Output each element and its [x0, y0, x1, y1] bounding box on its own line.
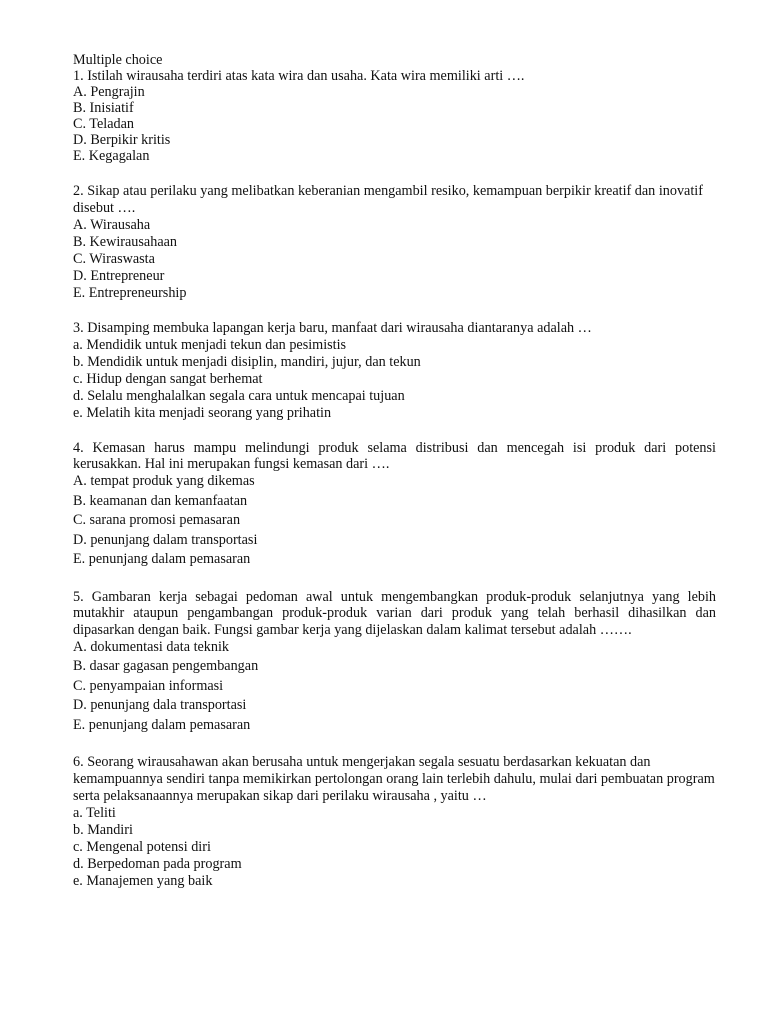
option-b: B. dasar gagasan pengembangan — [73, 658, 259, 675]
question-text: 2. Sikap atau perilaku yang melibatkan keberanian mengambil resiko, kemampuan berpikir kreatif dan inovatif disebut …. — [73, 183, 703, 216]
option-c: C. penyampaian informasi — [73, 677, 224, 694]
option-b: B. Inisiatif — [73, 100, 134, 116]
option-a: A. Wirausaha — [73, 217, 151, 233]
option-c: C. sarana promosi pemasaran — [73, 512, 241, 528]
option-list — [73, 84, 716, 164]
option-c: c. Hidup dengan sangat berhemat — [73, 371, 263, 387]
option-b: b. Mandiri — [73, 822, 133, 839]
option-a: A. dokumentasi data teknik — [73, 639, 230, 655]
question-6 — [73, 754, 716, 890]
option-b: B. keamanan dan kemanfaatan — [73, 492, 248, 509]
question-text: 5. Gambaran kerja sebagai pedoman awal untuk mengembangkan produk-produk selanjutnya yang lebih mutakhir ataupun pengambangan produk-produk varian dari produk yang telah berhasil dihasilkan dan dipasarkan dengan baik. Fungsi gambar kerja yang dijelaskan dalam kalimat tersebut adalah ……. — [73, 588, 716, 638]
question-text: 4. Kemasan harus mampu melindungi produk selama distribusi dan mencegah isi produk dari potensi kerusakkan. Hal ini merupakan fungsi kemasan dari …. — [73, 440, 716, 472]
option-b: B. Kewirausahaan — [73, 234, 178, 250]
option-e: e. Manajemen yang baik — [73, 873, 213, 890]
document-page — [73, 52, 716, 890]
question-text: 1. Istilah wirausaha terdiri atas kata wira dan usaha. Kata wira memiliki arti …. — [73, 68, 525, 84]
option-d: D. Entrepreneur — [73, 268, 165, 284]
question-2 — [73, 183, 716, 302]
option-e: E. penunjang dalam pemasaran — [73, 716, 251, 733]
option-d: D. Berpikir kritis — [73, 132, 171, 148]
option-d: d. Berpedoman pada program — [73, 856, 242, 873]
question-3 — [73, 320, 716, 422]
option-c: C. Wiraswasta — [73, 251, 155, 267]
option-c: C. Teladan — [73, 116, 134, 132]
question-5 — [73, 589, 716, 736]
option-d: d. Selalu menghalalkan segala cara untuk mencapai tujuan — [73, 388, 405, 404]
option-list — [73, 472, 716, 570]
question-text: 3. Disamping membuka lapangan kerja baru, manfaat dari wirausaha diantaranya adalah … — [73, 320, 592, 336]
option-a: A. Pengrajin — [73, 84, 145, 100]
option-e: E. penunjang dalam pemasaran — [73, 551, 251, 567]
question-4 — [73, 440, 716, 570]
option-e: e. Melatih kita menjadi seorang yang prihatin — [73, 405, 332, 421]
option-list — [73, 638, 716, 735]
option-d: D. penunjang dalam transportasi — [73, 531, 258, 548]
section-title: Multiple choice — [73, 52, 163, 68]
option-list — [73, 337, 716, 422]
option-e: E. Kegagalan — [73, 148, 150, 164]
option-a: a. Teliti — [73, 805, 116, 822]
option-list — [73, 217, 716, 302]
option-c: c. Mengenal potensi diri — [73, 839, 211, 856]
question-text: 6. Seorang wirausahawan akan berusaha untuk mengerjakan segala sesuatu berdasarkan kekuatan dan kemampuannya sendiri tanpa memikirkan pertolongan orang lain terlebih dahulu, mulai dari pembuatan program serta pelaksanaannya merupakan sikap dari perilaku wirausaha , yaitu … — [73, 754, 715, 805]
option-a: a. Mendidik untuk menjadi tekun dan pesimistis — [73, 337, 347, 353]
option-e: E. Entrepreneurship — [73, 285, 187, 301]
option-d: D. penunjang dala transportasi — [73, 697, 247, 714]
option-list — [73, 805, 716, 890]
option-b: b. Mendidik untuk menjadi disiplin, mandiri, jujur, dan tekun — [73, 354, 421, 370]
option-a: A. tempat produk yang dikemas — [73, 473, 255, 489]
question-1 — [73, 68, 716, 164]
